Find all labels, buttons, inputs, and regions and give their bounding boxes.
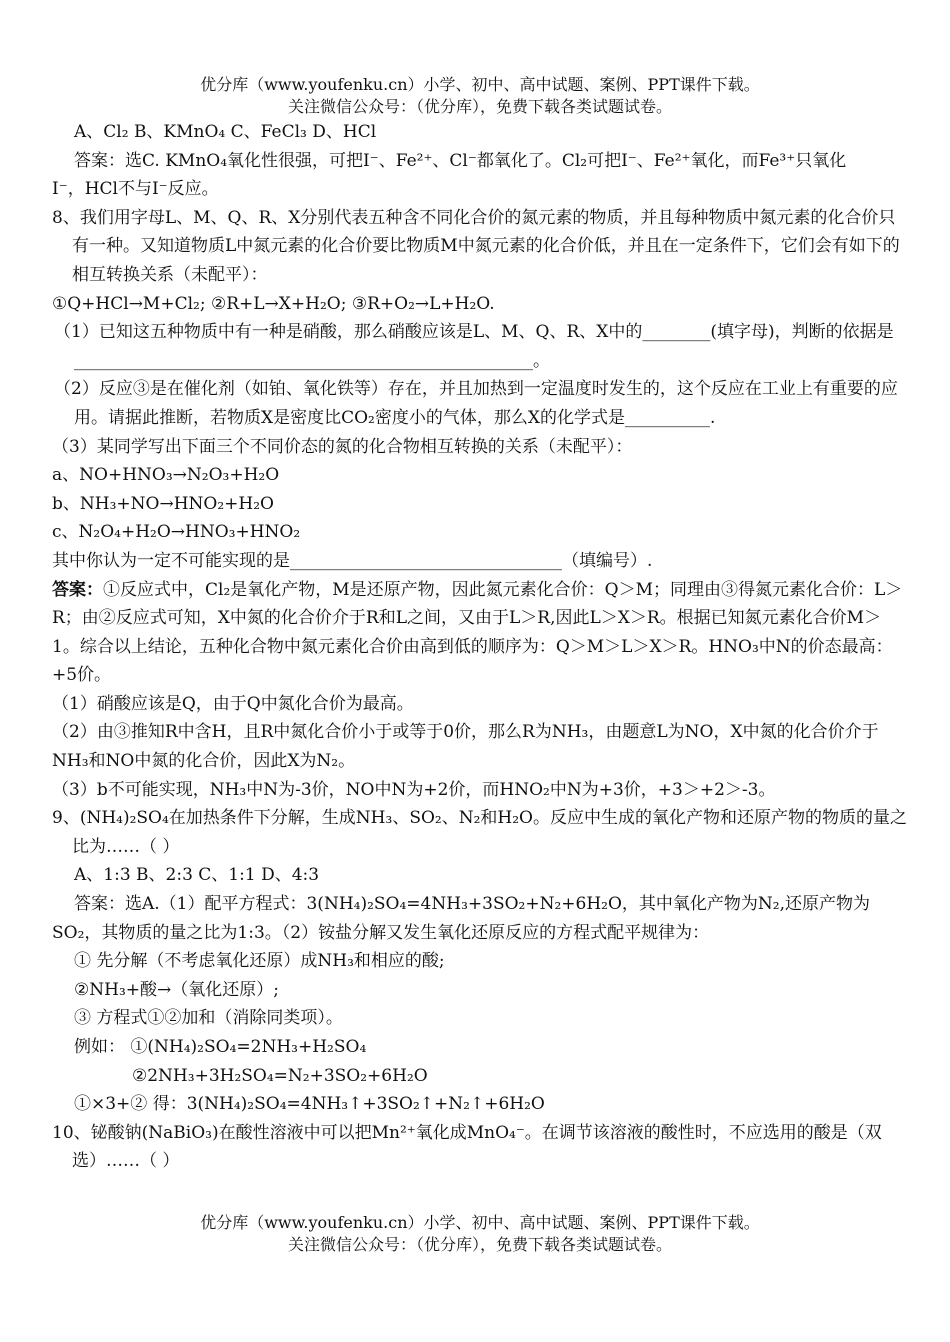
q8-answer-1: （1）硝酸应该是Q，由于Q中氮化合价为最高。 [52, 693, 414, 714]
q9-rule-2: ②NH₃+酸→（氧化还原）; [74, 979, 279, 1000]
q9-rule-1: ① 先分解（不考虑氧化还原）成NH₃和相应的酸; [74, 951, 445, 972]
q8-answer-2: （2）由③推知R中含H，且R中氮化合价小于或等于0价，那么R为NH₃，由题意L为NO，X中氮的化合价介于NH₃和NO中氮的化合价，因此X为N₂。 [52, 722, 879, 772]
footer-line-1: 优分库（www.youfenku.cn）小学、初中、高中试题、案例、PPT课件下载。 [200, 1213, 760, 1232]
footer-line-2: 关注微信公众号：（优分库），免费下载各类试题试卷。 [287, 1235, 672, 1254]
q7-answer-line-2: I⁻，HCl不与I⁻反应。 [52, 179, 219, 200]
q8-answer-label: 答案： [52, 579, 103, 600]
q8-equation-a: a、NO+HNO₃→N₂O₃+H₂O [52, 465, 280, 486]
header-line-2: 关注微信公众号：（优分库），免费下载各类试题试卷。 [287, 97, 672, 116]
q8-reactions: ①Q+HCl→M+Cl₂; ②R+L→X+H₂O; ③R+O₂→L+H₂O. [52, 293, 495, 314]
header-line-1: 优分库（www.youfenku.cn）小学、初中、高中试题、案例、PPT课件下载。 [200, 75, 760, 94]
q8-equation-c: c、N₂O₄+H₂O→HNO₃+HNO₂ [52, 522, 301, 543]
q8-subquestion-3: （3）某同学写出下面三个不同价态的氮的化合物相互转换的关系（未配平）： [52, 436, 633, 457]
q7-answer-line-1: 答案：选C. KMnO₄氧化性很强，可把I⁻、Fe²⁺、Cl⁻都氧化了。Cl₂可把I⁻、Fe²⁺氧化，而Fe³⁺只氧化 [74, 150, 847, 171]
q9-example-1: 例如： ①(NH₄)₂SO₄=2NH₃+H₂SO₄ [74, 1037, 367, 1057]
q9-example-2: ②2NH₃+3H₂SO₄=N₂+3SO₂+6H₂O [132, 1065, 428, 1086]
document-page [52, 74, 908, 1176]
question-8 [52, 204, 908, 804]
question-10 [52, 1119, 908, 1176]
question-7-tail [52, 118, 908, 204]
q7-options: A、Cl₂ B、KMnO₄ C、FeCl₃ D、HCl [74, 122, 377, 142]
q8-answer-3: （3）b不可能实现，NH₃中N为-3价，NO中N为+2价，而HNO₂中N为+3价，+3＞+2＞-3。 [52, 779, 776, 800]
q8-answer-text: ①反应式中，Cl₂是氧化产物，M是还原产物，因此氮元素化合价：Q＞M；同理由③得氮元素化合价：L＞R；由②反应式可知，X中氮的化合价介于R和L之间，又由于L＞R,因此L＞X＞R。根据已知氮元素化合价M＞1。综合以上结论，五种化合物中氮元素化合价由高到低的顺序为：Q＞M＞L＞X＞R。HNO₃中N的价态最高：+5价。 [52, 579, 903, 686]
page-header [52, 74, 908, 118]
q9-rule-3: ③ 方程式①②加和（消除同类项）。 [74, 1008, 343, 1029]
q8-equation-b: b、NH₃+NO→HNO₂+H₂O [52, 493, 274, 514]
page-footer [52, 1212, 908, 1256]
q8-answer [52, 576, 908, 690]
q9-example-3: ①×3+② 得：3(NH₄)₂SO₄=4NH₃↑+3SO₂↑+N₂↑+6H₂O [74, 1094, 545, 1115]
q8-subquestion-2: （2）反应③是在催化剂（如铂、氧化铁等）存在，并且加热到一定温度时发生的，这个反应在工业上有重要的应用。请据此推断，若物质X是密度比CO₂密度小的气体，那么X的化学式是__________. [54, 379, 898, 428]
q10-stem: 10、铋酸钠(NaBiO₃)在酸性溶液中可以把Mn²⁺氧化成MnO₄⁻。在调节该溶液的酸性时，不应选用的酸是（双选）……（ ） [52, 1122, 882, 1172]
question-9 [52, 804, 908, 1119]
q8-subquestion-3-prompt: 其中你认为一定不可能实现的是________________________________（填编号）. [52, 550, 653, 571]
q9-answer: 答案：选A.（1）配平方程式：3(NH₄)₂SO₄=4NH₃+3SO₂+N₂+6H₂O，其中氧化产物为N₂,还原产物为SO₂，其物质的量之比为1:3。（2）铵盐分解又发生氧化还原反应的方程式配平规律为： [52, 894, 871, 943]
q9-options: A、1:3 B、2:3 C、1:1 D、4:3 [74, 865, 320, 886]
q8-subquestion-1: （1）已知这五种物质中有一种是硝酸，那么硝酸应该是L、M、Q、R、X中的________(填字母)，判断的依据是______________________________________________________。 [54, 322, 894, 371]
q9-stem: 9、(NH₄)₂SO₄在加热条件下分解，生成NH₃、SO₂、N₂和H₂O。反应中生成的氧化产物和还原产物的物质的量之比为……（ ） [52, 808, 907, 857]
q8-stem: 8、我们用字母L、M、Q、R、X分别代表五种含不同化合价的氮元素的物质，并且每种物质中氮元素的化合价只有一种。又知道物质L中氮元素的化合价要比物质M中氮元素的化合价低，并且在一定条件下，它们会有如下的相互转换关系（未配平）： [52, 207, 900, 285]
